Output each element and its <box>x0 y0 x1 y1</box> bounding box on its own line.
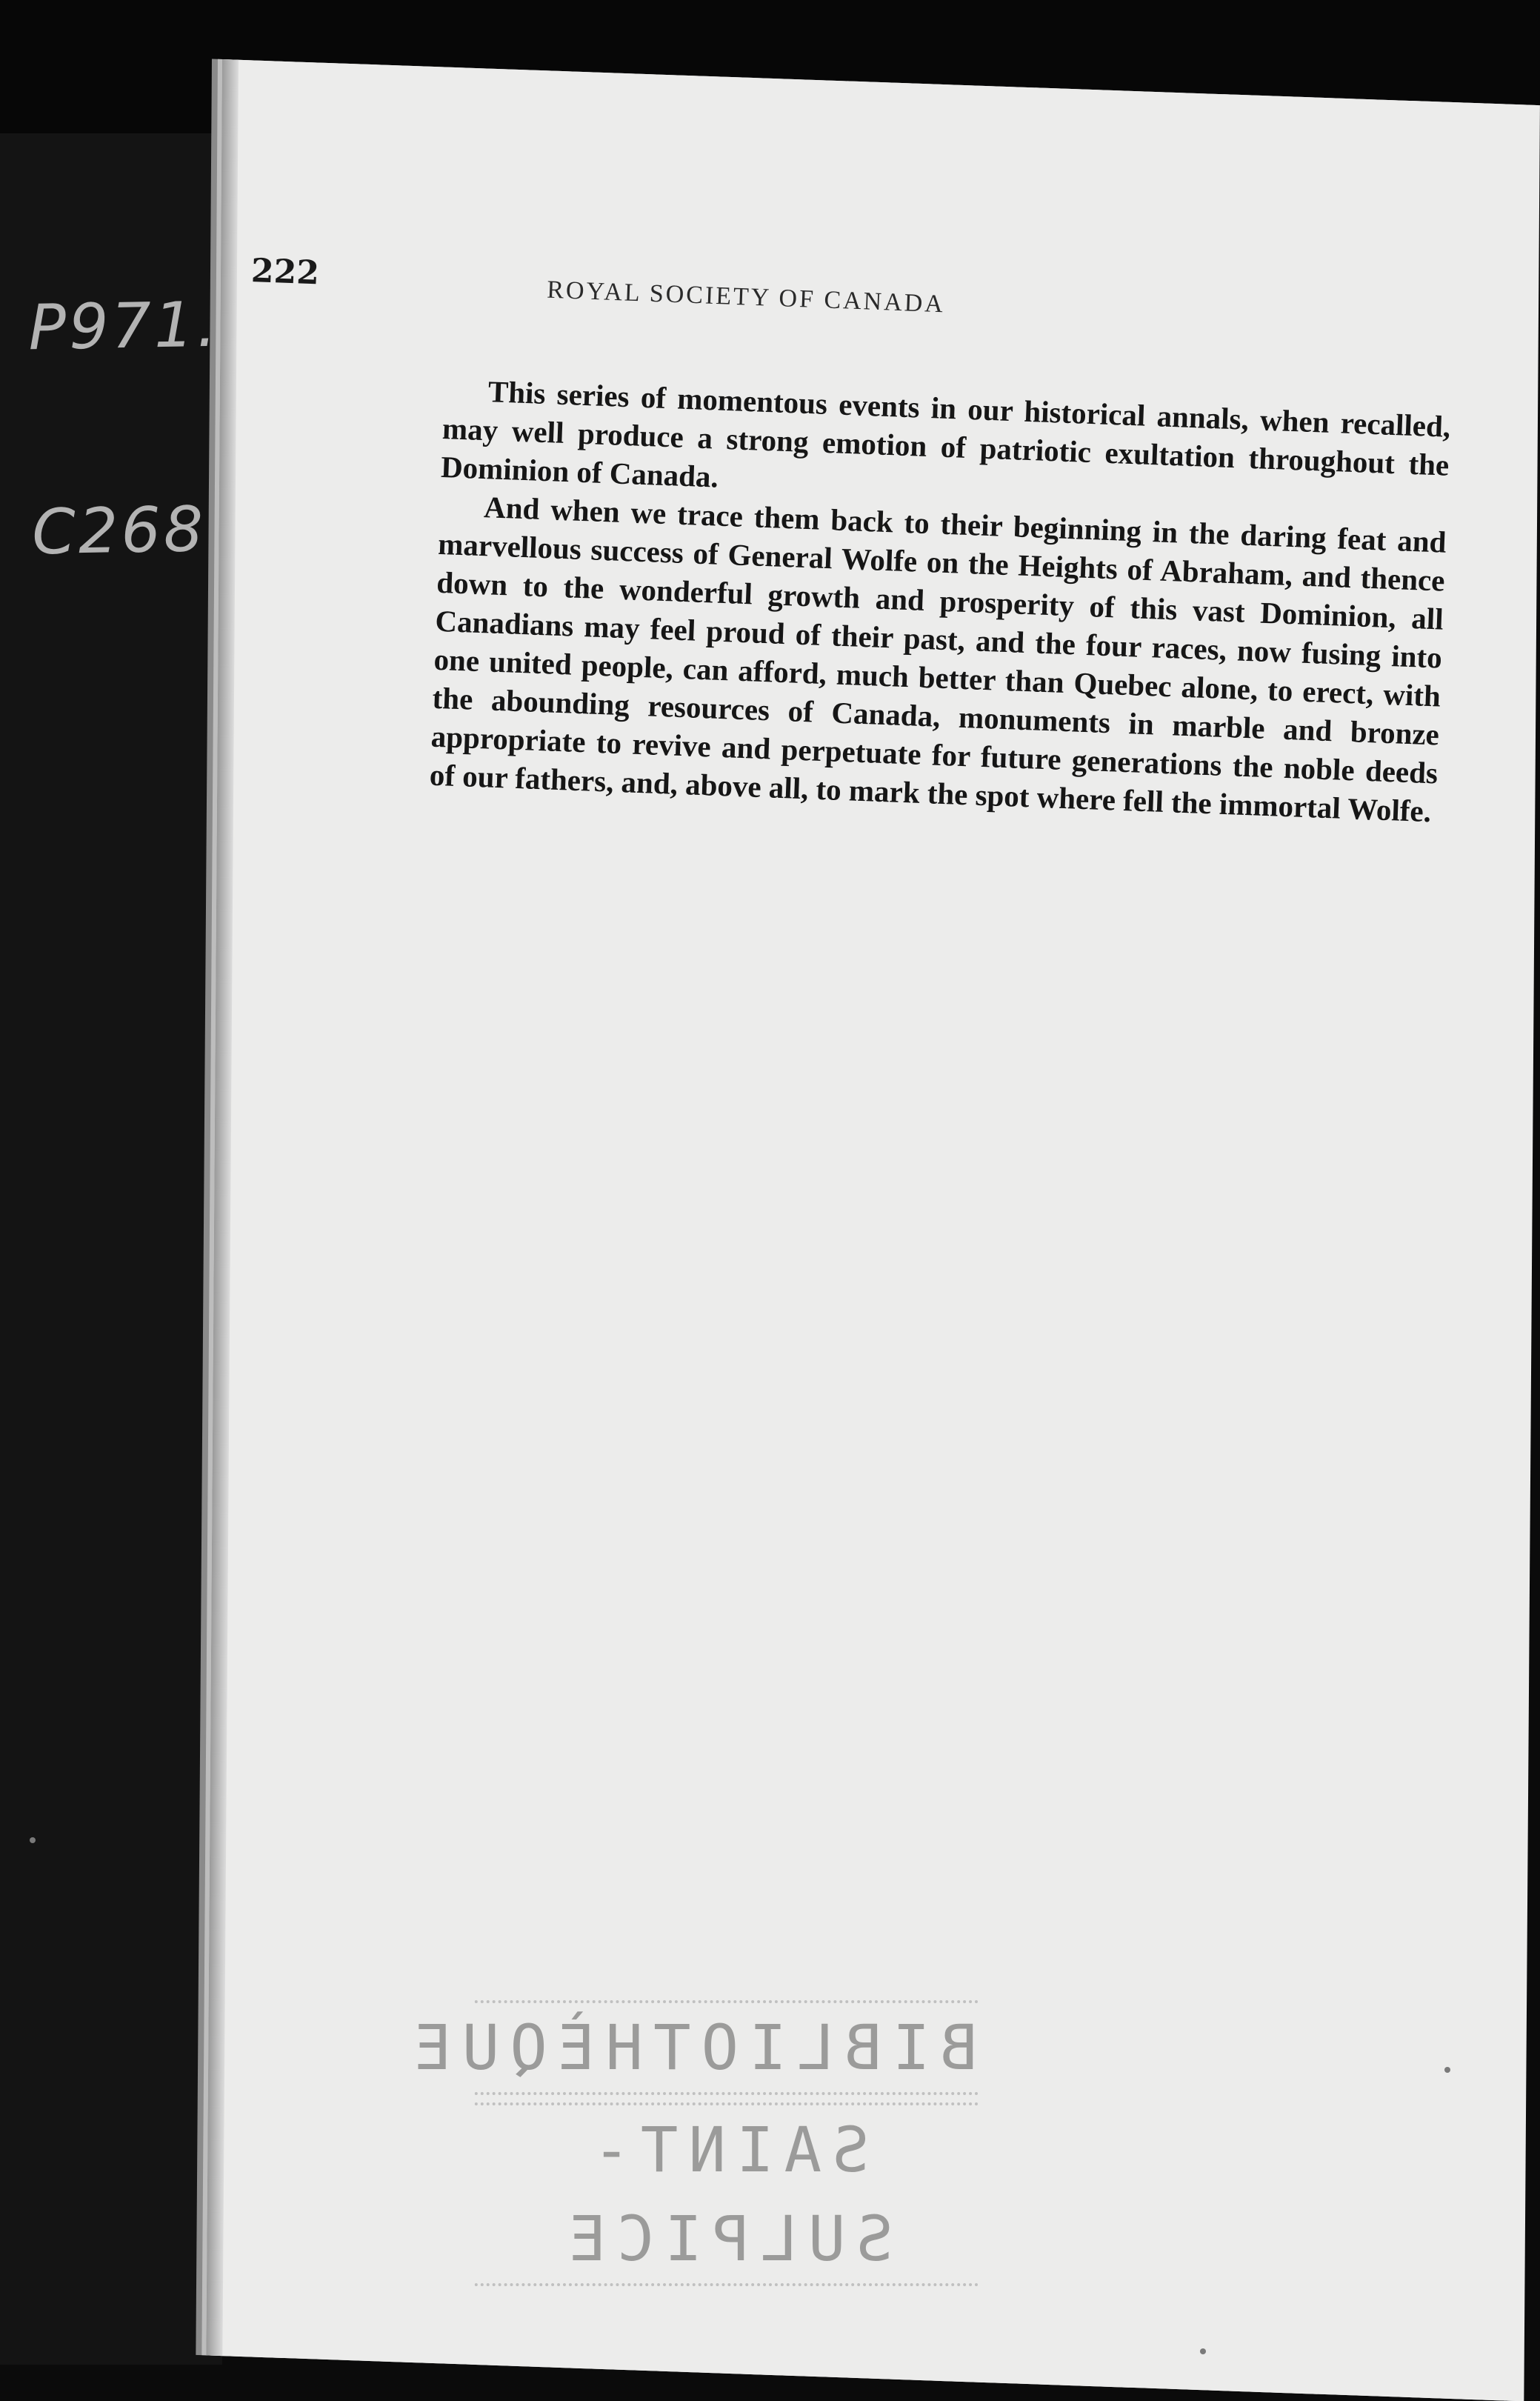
library-perforation-stamp <box>404 2000 978 2275</box>
running-head: ROYAL SOCIETY OF CANADA <box>546 276 946 319</box>
dust-speck <box>1444 2067 1450 2073</box>
call-number-label <box>25 154 224 634</box>
stamp-line-1: BIBLIOTHÈQUE <box>474 2000 978 2095</box>
dust-speck <box>30 1837 36 1843</box>
call-number-line-2: C268 <box>31 493 207 569</box>
body-text <box>429 370 1451 830</box>
paragraph-1: This series of momentous events in our historical annals, when recalled, may well produce a strong emotion of patriotic exultation throughout the Dominion of Canada. <box>440 374 1451 494</box>
call-number-line-1: P971. <box>27 287 220 364</box>
paragraph-2: And when we trace them back to their beginning in the daring feat and marvellous success of General Wolfe on the Heights of Abraham, and thence down to the wonderful growth and prosperity of this vast Dominion, all Canadians may feel proud of their past, and the four races, now fusing into one united people, can afford, much better than Quebec alone, to erect, with the abounding resources of Canada, monuments in marble and bronze appropriate to revive and perpetuate for future generations the noble deeds of our fathers, and, above all, to mark the spot where fell the immortal Wolfe. <box>429 490 1447 829</box>
page-number: 222 <box>250 252 320 293</box>
dust-speck <box>1200 2348 1206 2354</box>
stamp-line-2: SAINT-SULPICE <box>474 2102 978 2286</box>
